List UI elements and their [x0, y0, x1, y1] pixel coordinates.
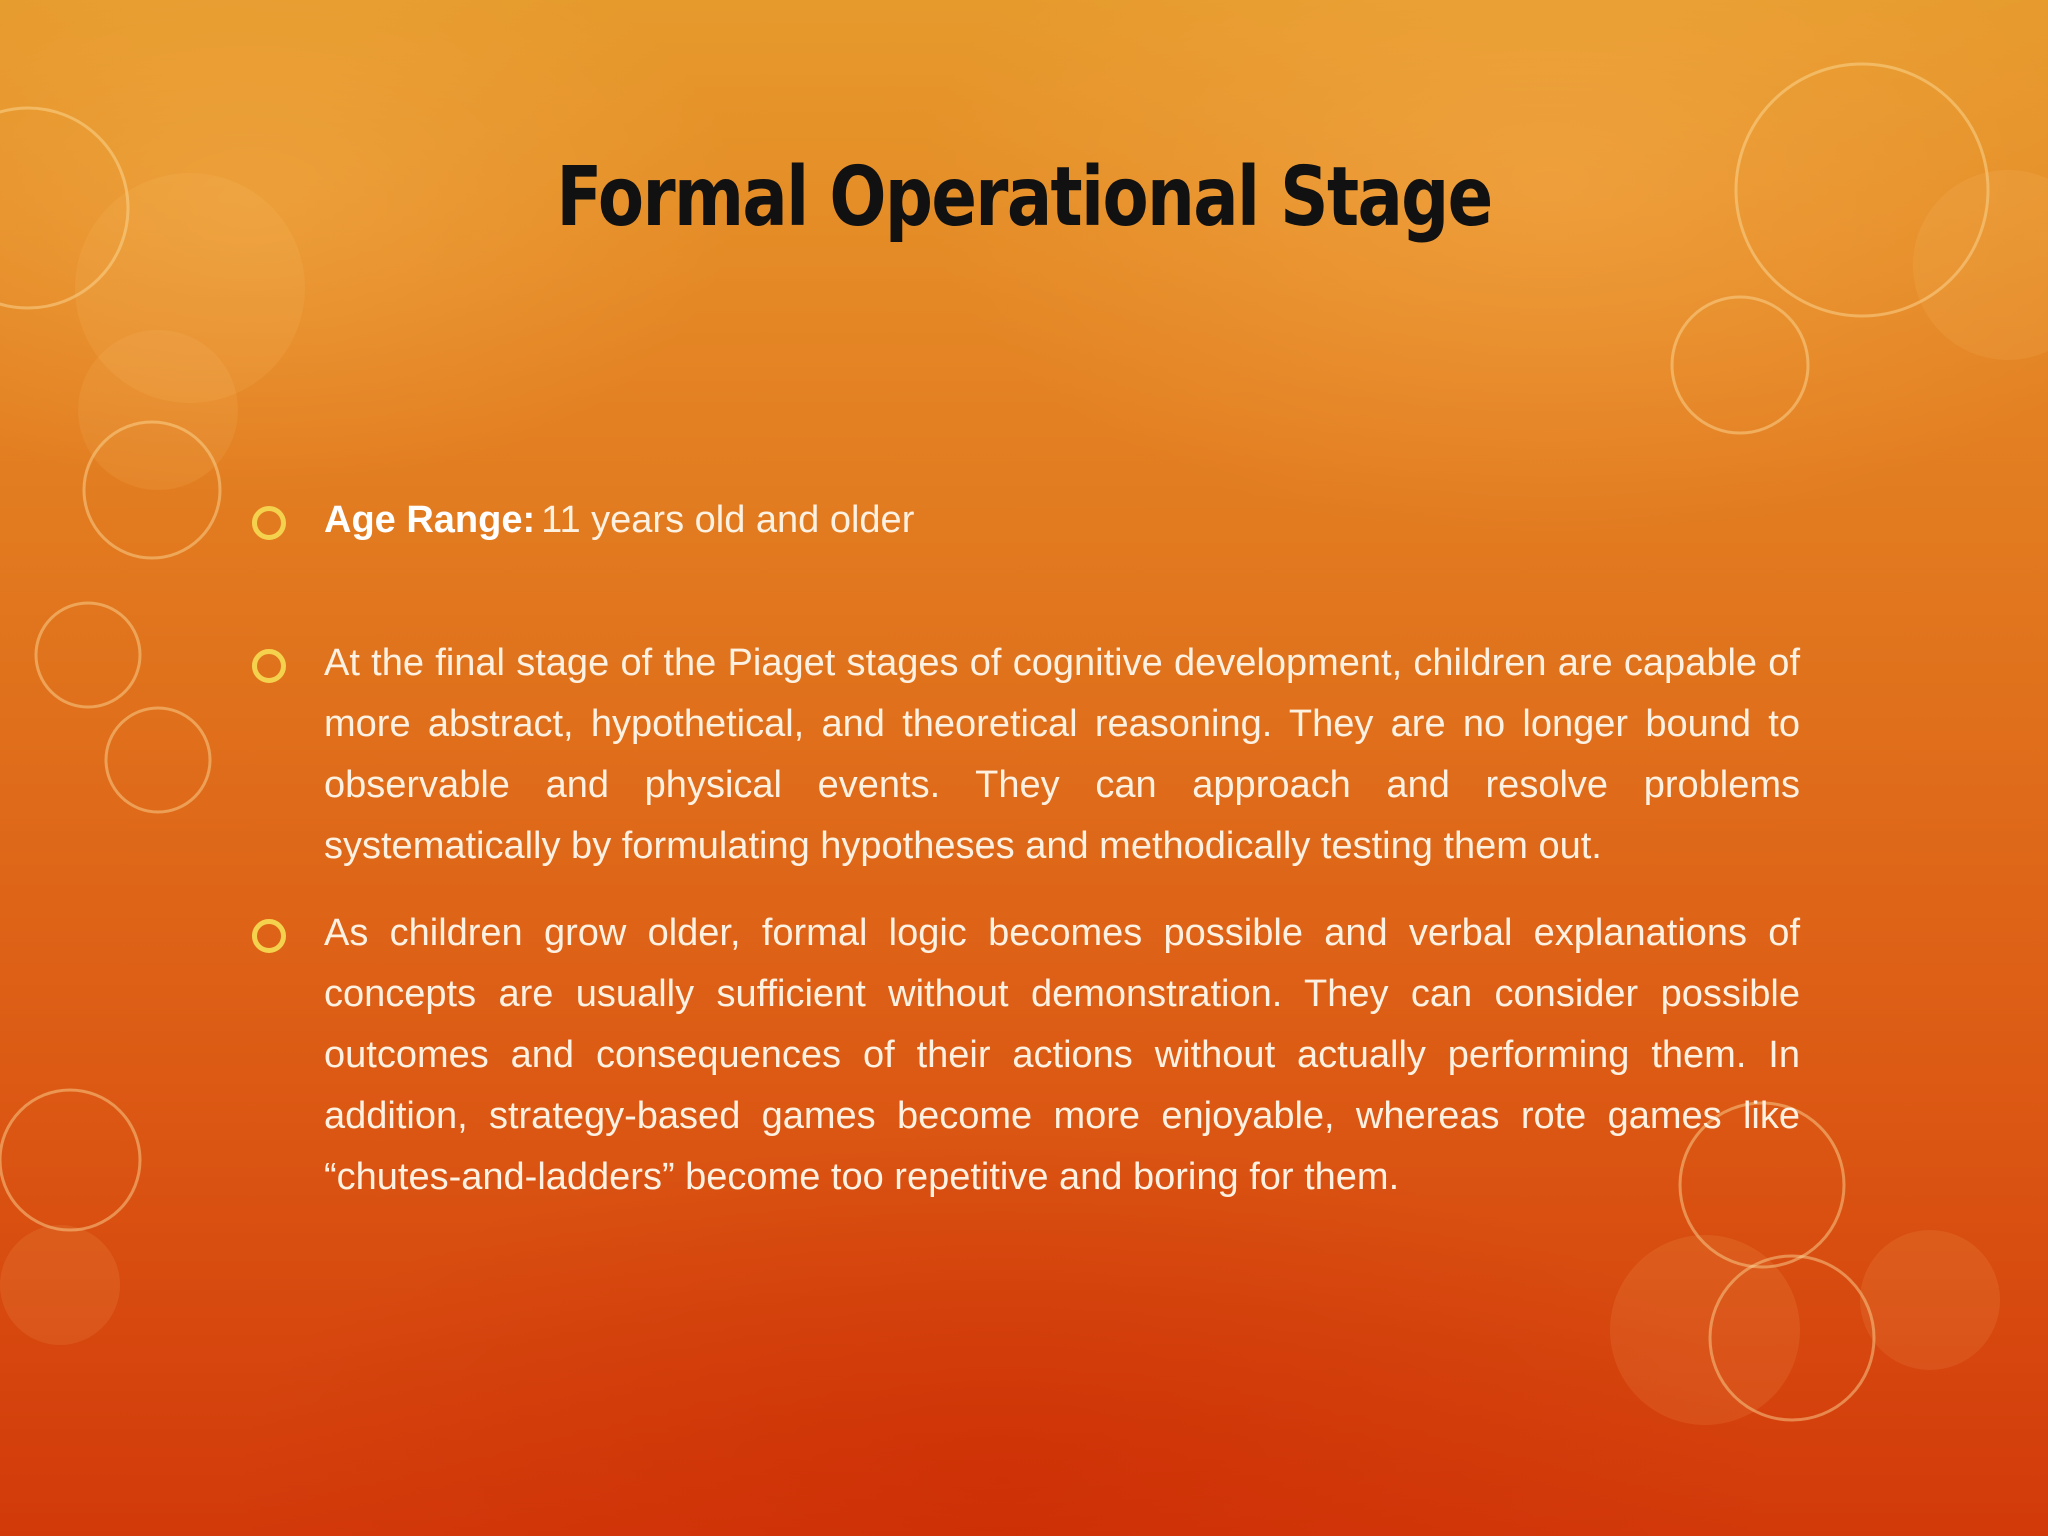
bubble-soft [1860, 1230, 2000, 1370]
ring-bullet-icon [252, 506, 286, 540]
bullet-final-stage [250, 633, 1800, 877]
bubble-outline [0, 1090, 140, 1230]
bullet-age-range [250, 490, 1800, 551]
bubble-outline [36, 603, 140, 707]
bullet-formal-logic [250, 903, 1800, 1208]
bubble-soft [0, 1225, 120, 1345]
ring-bullet-icon [252, 649, 286, 683]
ring-bullet-icon [252, 919, 286, 953]
bullet-text: As children grow older, formal logic becomes possible and verbal explanations of concepts are usually sufficient without demonstration. They can consider possible outcomes and consequences of their actions without actually performing them. In addition, strategy-based games become more enjoyable, whereas rote games like “chutes-and-ladders” become too repetitive and boring for them. [324, 912, 1800, 1198]
bubble-outline [1672, 297, 1808, 433]
bubble-outline [106, 708, 210, 812]
slide-title: Formal Operational Stage [556, 150, 1492, 245]
bullet-text: At the final stage of the Piaget stages of cognitive development, children are capable of more abstract, hypothetical, and theoretical reasoning. They are no longer bound to observable and physical events. They can approach and resolve problems systematically by formulating hypotheses and methodically testing them out. [324, 642, 1800, 867]
bubble-soft [1913, 170, 2048, 360]
bullet-list [250, 490, 1800, 1208]
age-range-label: Age Range: [324, 499, 536, 541]
age-range-value: 11 years old and older [541, 499, 915, 541]
bubble-soft [78, 330, 238, 490]
bubble-soft [1610, 1235, 1800, 1425]
